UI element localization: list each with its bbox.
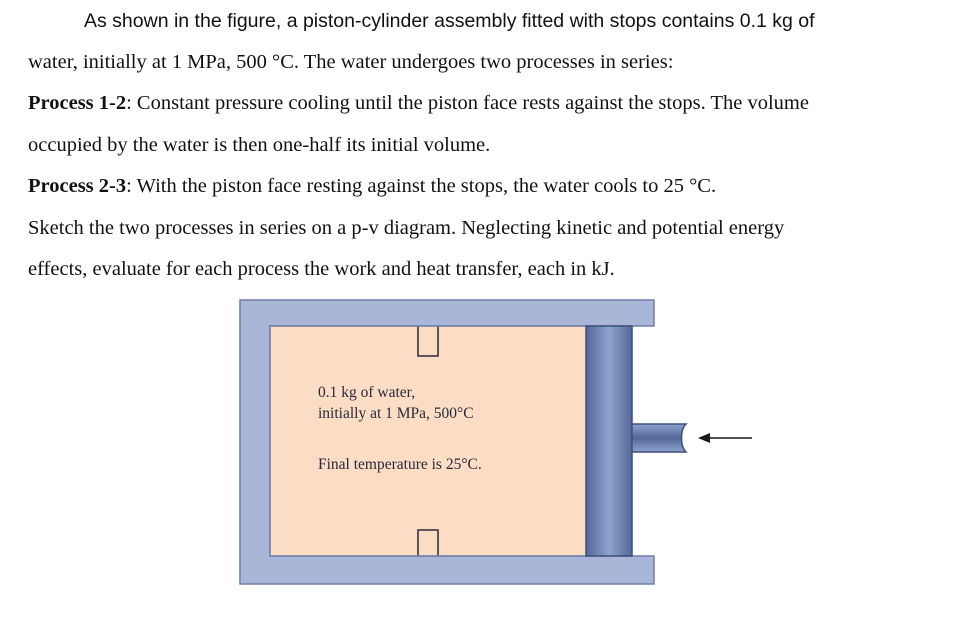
water-region [270, 326, 586, 556]
top-stop [418, 326, 438, 356]
piston [586, 326, 632, 556]
problem-line-2: water, initially at 1 MPa, 500 °C. The water undergoes two processes in series: [28, 51, 674, 73]
piston-rod [632, 424, 686, 452]
figure-label-final: Final temperature is 25°C. [318, 456, 482, 473]
bottom-stop [418, 530, 438, 556]
process-1-2-label: Process 1-2 [28, 92, 127, 114]
force-arrow-head [698, 433, 710, 443]
process-1-2-continuation: occupied by the water is then one-half its initial volume. [28, 134, 491, 156]
process-1-2-text: : Constant pressure cooling until the piston face rests against the stops. The volume [126, 92, 809, 114]
process-2-3-text: : With the piston face resting against the stops, the water cools to 25 °C. [126, 175, 717, 197]
problem-line-1: As shown in the figure, a piston-cylinder assembly fitted with stops contains 0.1 kg of [84, 10, 815, 32]
task-line-1: Sketch the two processes in series on a p-v diagram. Neglecting kinetic and potential energy [28, 217, 785, 239]
process-2-3-label: Process 2-3 [28, 175, 127, 197]
figure-label-initial: initially at 1 MPa, 500°C [318, 405, 474, 422]
task-line-2: effects, evaluate for each process the work and heat transfer, each in kJ. [28, 258, 615, 280]
figure-label-mass: 0.1 kg of water, [318, 384, 416, 401]
